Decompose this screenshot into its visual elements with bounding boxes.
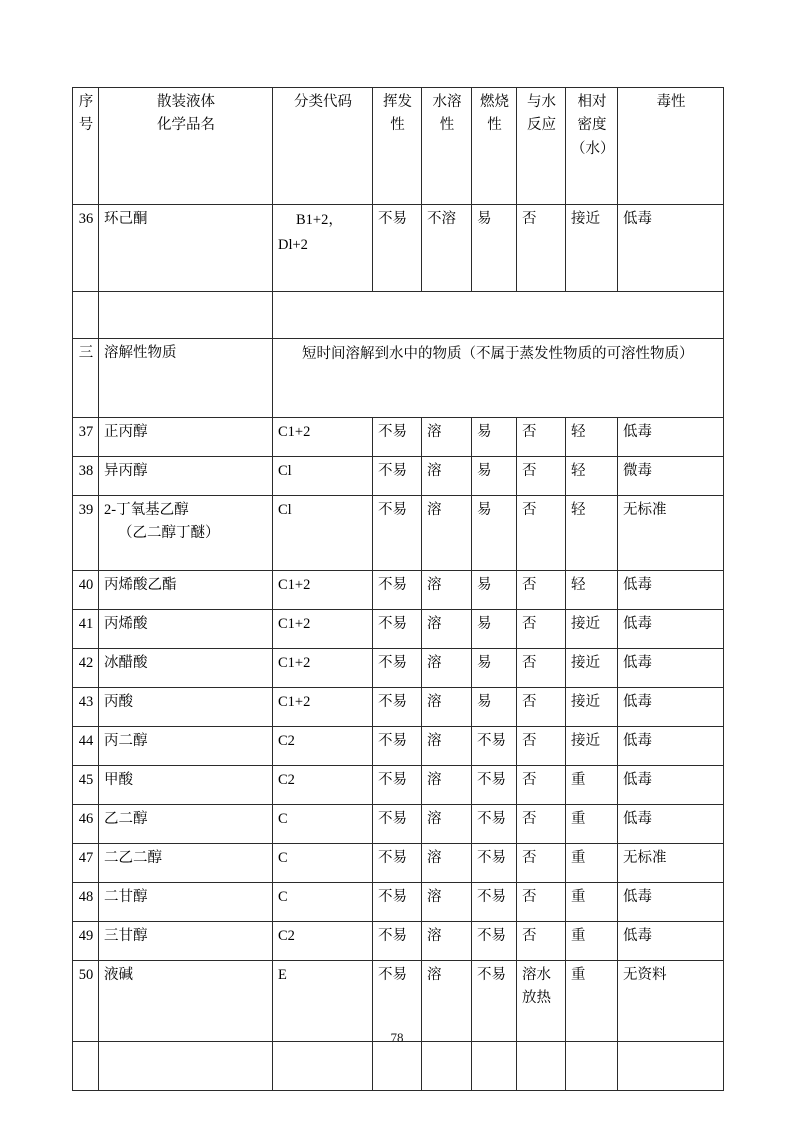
table-empty-row — [73, 1042, 724, 1091]
blank-row-no — [73, 292, 99, 339]
header-water-reaction-line2: 反应 — [527, 117, 556, 134]
row-density: 轻 — [566, 418, 618, 457]
row-classification-code: C — [273, 883, 373, 922]
row-solubility: 溶 — [422, 496, 472, 571]
row-water-reaction: 否 — [517, 805, 566, 844]
row-density — [566, 1042, 618, 1091]
row-classification-code — [273, 205, 373, 292]
row-density: 接近 — [566, 610, 618, 649]
row-toxicity — [618, 1042, 724, 1091]
row-density: 轻 — [566, 496, 618, 571]
row-volatility: 不易 — [373, 571, 422, 610]
row-chemical-name: 冰醋酸 — [99, 649, 273, 688]
chemical-properties-table — [72, 87, 724, 1091]
row-chemical-name: 液碱 — [99, 961, 273, 1042]
table-row — [73, 922, 724, 961]
row-no — [73, 1042, 99, 1091]
row-flammability: 易 — [472, 610, 517, 649]
header-density-line3: （水） — [571, 140, 615, 157]
row-classification-code: C2 — [273, 766, 373, 805]
table-row — [73, 610, 724, 649]
row-no: 48 — [73, 883, 99, 922]
row-flammability: 不易 — [472, 805, 517, 844]
row-density: 重 — [566, 961, 618, 1042]
chemical-table-container — [72, 87, 723, 1091]
header-name-line2: 化学品名 — [157, 117, 215, 134]
row-chemical-name: 三甘醇 — [99, 922, 273, 961]
chemical-name-line2: （乙二醇丁醚） — [118, 525, 220, 542]
row-flammability: 易 — [472, 571, 517, 610]
row-solubility: 溶 — [422, 688, 472, 727]
row-solubility — [422, 1042, 472, 1091]
row-toxicity: 低毒 — [618, 205, 724, 292]
row-volatility: 不易 — [373, 418, 422, 457]
row-no: 38 — [73, 457, 99, 496]
row-toxicity: 低毒 — [618, 766, 724, 805]
blank-row-merged — [273, 292, 724, 339]
row-water-reaction: 否 — [517, 649, 566, 688]
section-number: 三 — [73, 339, 99, 418]
row-flammability: 易 — [472, 205, 517, 292]
row-chemical-name: 二甘醇 — [99, 883, 273, 922]
row-chemical-name: 丙烯酸乙酯 — [99, 571, 273, 610]
row-solubility: 溶 — [422, 727, 472, 766]
row-flammability: 不易 — [472, 766, 517, 805]
row-chemical-name: 甲酸 — [99, 766, 273, 805]
row-toxicity: 微毒 — [618, 457, 724, 496]
code-line1: B1+2， — [296, 212, 343, 228]
row-solubility: 溶 — [422, 961, 472, 1042]
row-no: 36 — [73, 205, 99, 292]
row-solubility: 溶 — [422, 922, 472, 961]
header-density-line1: 相对 — [577, 94, 607, 110]
row-solubility: 溶 — [422, 883, 472, 922]
row-no: 41 — [73, 610, 99, 649]
row-classification-code: C1+2 — [273, 571, 373, 610]
table-row — [73, 571, 724, 610]
row-density: 接近 — [566, 649, 618, 688]
row-no: 46 — [73, 805, 99, 844]
header-flammability-line2: 性 — [487, 117, 502, 134]
header-volatility-line1: 挥发 — [383, 94, 412, 110]
header-cell-density — [566, 88, 618, 205]
row-volatility: 不易 — [373, 766, 422, 805]
header-no-line2: 号 — [78, 117, 94, 134]
row-water-reaction: 否 — [517, 418, 566, 457]
header-flammability-line1: 燃烧 — [480, 94, 509, 110]
row-no: 50 — [73, 961, 99, 1042]
row-chemical-name: 环己酮 — [99, 205, 273, 292]
row-volatility: 不易 — [373, 205, 422, 292]
table-row — [73, 766, 724, 805]
header-code-line1: 分类代码 — [294, 94, 352, 110]
row-no: 39 — [73, 496, 99, 571]
header-toxicity-line1: 毒性 — [656, 94, 686, 110]
row-volatility: 不易 — [373, 610, 422, 649]
row-classification-code: C2 — [273, 922, 373, 961]
row-solubility: 溶 — [422, 766, 472, 805]
row-classification-code: C1+2 — [273, 610, 373, 649]
row-classification-code: Cl — [273, 496, 373, 571]
row-toxicity: 低毒 — [618, 727, 724, 766]
row-classification-code: C — [273, 805, 373, 844]
header-density-line2: 密度 — [577, 117, 607, 134]
row-water-reaction: 否 — [517, 922, 566, 961]
row-flammability: 不易 — [472, 844, 517, 883]
row-chemical-name: 丙烯酸 — [99, 610, 273, 649]
row-volatility — [373, 1042, 422, 1091]
row-toxicity: 低毒 — [618, 805, 724, 844]
row-flammability: 不易 — [472, 883, 517, 922]
table-row — [73, 205, 724, 292]
row-flammability: 易 — [472, 688, 517, 727]
table-row — [73, 688, 724, 727]
water-reaction-line1: 溶水 — [522, 967, 551, 983]
row-chemical-name: 丙二醇 — [99, 727, 273, 766]
row-classification-code: C2 — [273, 727, 373, 766]
header-cell-volatility — [373, 88, 422, 205]
row-toxicity: 无标准 — [618, 496, 724, 571]
table-row — [73, 496, 724, 571]
table-section-row — [73, 339, 724, 418]
row-classification-code: C1+2 — [273, 649, 373, 688]
row-density: 轻 — [566, 457, 618, 496]
row-volatility: 不易 — [373, 496, 422, 571]
table-row — [73, 649, 724, 688]
table-row — [73, 805, 724, 844]
row-toxicity: 低毒 — [618, 571, 724, 610]
row-flammability — [472, 1042, 517, 1091]
row-water-reaction: 否 — [517, 496, 566, 571]
row-water-reaction: 否 — [517, 688, 566, 727]
row-volatility: 不易 — [373, 805, 422, 844]
row-chemical-name: 乙二醇 — [99, 805, 273, 844]
water-reaction-line2: 放热 — [522, 990, 551, 1007]
row-flammability: 不易 — [472, 727, 517, 766]
row-density: 轻 — [566, 571, 618, 610]
table-header-row — [73, 88, 724, 205]
row-chemical-name — [99, 496, 273, 571]
row-solubility: 溶 — [422, 457, 472, 496]
row-water-reaction: 否 — [517, 727, 566, 766]
row-chemical-name: 二乙二醇 — [99, 844, 273, 883]
header-cell-flammability — [472, 88, 517, 205]
row-classification-code: C — [273, 844, 373, 883]
row-solubility: 溶 — [422, 610, 472, 649]
row-density: 重 — [566, 844, 618, 883]
row-volatility: 不易 — [373, 649, 422, 688]
row-volatility: 不易 — [373, 844, 422, 883]
header-cell-water-reaction — [517, 88, 566, 205]
header-cell-name — [99, 88, 273, 205]
section-description: 短时间溶解到水中的物质（不属于蒸发性物质的可溶性物质） — [273, 339, 724, 418]
page-number: 78 — [390, 1030, 404, 1045]
row-flammability: 易 — [472, 496, 517, 571]
row-flammability: 易 — [472, 418, 517, 457]
row-density: 重 — [566, 805, 618, 844]
row-water-reaction — [517, 1042, 566, 1091]
row-chemical-name: 正丙醇 — [99, 418, 273, 457]
row-chemical-name: 丙酸 — [99, 688, 273, 727]
row-toxicity: 低毒 — [618, 649, 724, 688]
row-density: 接近 — [566, 688, 618, 727]
row-no: 49 — [73, 922, 99, 961]
header-name-line1: 散装液体 — [157, 94, 215, 110]
header-solubility-line1: 水溶 — [432, 94, 462, 110]
row-toxicity: 低毒 — [618, 688, 724, 727]
row-solubility: 溶 — [422, 418, 472, 457]
row-density: 重 — [566, 766, 618, 805]
header-volatility-line2: 性 — [390, 117, 405, 134]
row-density: 重 — [566, 922, 618, 961]
section-label: 溶解性物质 — [99, 339, 273, 418]
header-cell-toxicity — [618, 88, 724, 205]
row-toxicity: 无资料 — [618, 961, 724, 1042]
header-no-line1: 序 — [78, 94, 94, 110]
row-classification-code: E — [273, 961, 373, 1042]
table-row — [73, 727, 724, 766]
row-no: 42 — [73, 649, 99, 688]
row-no: 45 — [73, 766, 99, 805]
chemical-name-line1: 2-丁氧基乙醇 — [104, 502, 189, 518]
blank-row-name — [99, 292, 273, 339]
row-chemical-name: 异丙醇 — [99, 457, 273, 496]
row-flammability: 易 — [472, 649, 517, 688]
row-water-reaction: 否 — [517, 610, 566, 649]
row-solubility: 溶 — [422, 844, 472, 883]
header-cell-no — [73, 88, 99, 205]
row-toxicity: 无标准 — [618, 844, 724, 883]
row-no: 37 — [73, 418, 99, 457]
row-water-reaction: 否 — [517, 205, 566, 292]
row-volatility: 不易 — [373, 922, 422, 961]
row-water-reaction: 否 — [517, 883, 566, 922]
header-cell-solubility — [422, 88, 472, 205]
row-density: 重 — [566, 883, 618, 922]
row-no: 44 — [73, 727, 99, 766]
header-water-reaction-line1: 与水 — [527, 94, 556, 110]
row-classification-code: C1+2 — [273, 418, 373, 457]
row-volatility: 不易 — [373, 457, 422, 496]
row-volatility: 不易 — [373, 688, 422, 727]
header-cell-code — [273, 88, 373, 205]
row-solubility: 溶 — [422, 805, 472, 844]
code-line2: Dl+2 — [278, 236, 308, 253]
header-solubility-line2: 性 — [439, 117, 455, 134]
row-water-reaction: 否 — [517, 571, 566, 610]
row-water-reaction: 否 — [517, 844, 566, 883]
row-flammability: 不易 — [472, 961, 517, 1042]
table-blank-row — [73, 292, 724, 339]
row-water-reaction: 否 — [517, 457, 566, 496]
row-chemical-name — [99, 1042, 273, 1091]
row-classification-code — [273, 1042, 373, 1091]
row-toxicity: 低毒 — [618, 610, 724, 649]
row-classification-code: C1+2 — [273, 688, 373, 727]
row-classification-code: Cl — [273, 457, 373, 496]
row-volatility: 不易 — [373, 961, 422, 1042]
row-toxicity: 低毒 — [618, 922, 724, 961]
row-toxicity: 低毒 — [618, 418, 724, 457]
row-solubility: 不溶 — [422, 205, 472, 292]
row-solubility: 溶 — [422, 649, 472, 688]
row-flammability: 易 — [472, 457, 517, 496]
row-density: 接近 — [566, 727, 618, 766]
table-row — [73, 883, 724, 922]
row-no: 47 — [73, 844, 99, 883]
row-volatility: 不易 — [373, 883, 422, 922]
row-solubility: 溶 — [422, 571, 472, 610]
row-density: 接近 — [566, 205, 618, 292]
row-flammability: 不易 — [472, 922, 517, 961]
row-no: 43 — [73, 688, 99, 727]
row-no: 40 — [73, 571, 99, 610]
row-toxicity: 低毒 — [618, 883, 724, 922]
table-row — [73, 418, 724, 457]
table-row — [73, 457, 724, 496]
row-volatility: 不易 — [373, 727, 422, 766]
table-row — [73, 844, 724, 883]
row-water-reaction: 否 — [517, 766, 566, 805]
